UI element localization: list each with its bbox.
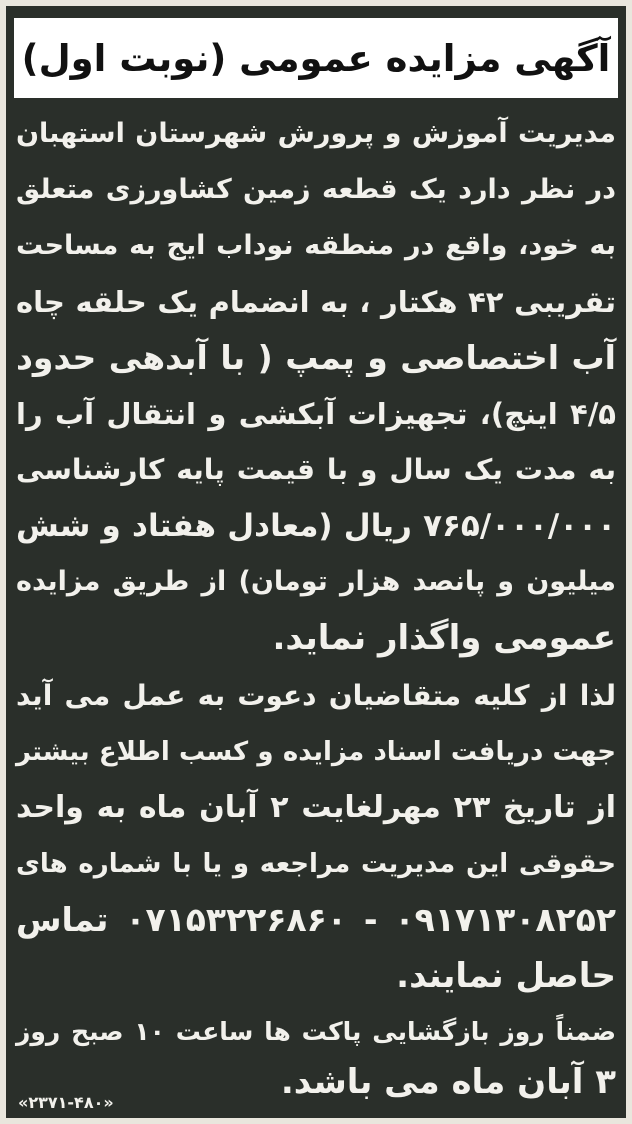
body-line-10: عمومی واگذار نماید. (272, 618, 616, 658)
body-line-5: آب اختصاصی و پمپ ( با آبدهی حدود (16, 338, 616, 377)
body-line-14: حقوقی این مدیریت مراجعه و یا با شماره های (16, 849, 616, 879)
body-line-3: به خود، واقع در منطقه نوداب ایج به مساحت (16, 230, 616, 261)
body-line-17: ضمناً روز بازگشایی پاکت ها ساعت ۱۰ صبح روز (16, 1017, 616, 1046)
body-line-11: لذا از کلیه متقاضیان دعوت به عمل می آید (16, 679, 616, 712)
body-line-12: جهت دریافت اسناد مزایده و کسب اطلاع بیشتر (16, 737, 616, 767)
auction-notice (6, 6, 626, 1118)
notice-title: آگهی مزایده عمومی (نوبت اول) (21, 36, 611, 80)
body-line-7: به مدت یک سال و با قیمت پایه کارشناسی (16, 453, 616, 486)
body-line-1: مدیریت آموزش و پرورش شهرستان استهبان (16, 118, 616, 149)
body-line-6: ۴/۵ اینچ)، تجهیزات آبکشی و انتقال آب را (16, 397, 616, 431)
body-line-13: از تاریخ ۲۳ مهرلغایت ۲ آبان ماه به واحد (16, 790, 616, 825)
body-line-9: میلیون و پانصد هزار تومان) از طریق مزایده (16, 566, 616, 597)
notice-code: «۲۳۷۱-۴۸۰» (18, 1093, 114, 1112)
body-line-16: حاصل نمایند. (396, 956, 616, 996)
phone-numbers-line: ۰۹۱۷۱۳۰۸۲۵۲ - ۰۷۱۵۳۲۲۶۸۶۰ تماس (16, 900, 616, 939)
body-line-2: در نظر دارد یک قطعه زمین کشاورزی متعلق (16, 174, 616, 205)
title-band (14, 18, 618, 98)
body-line-4: تقریبی ۴۲ هکتار ، به انضمام یک حلقه چاه (16, 285, 616, 319)
body-line-8: ۷۶۵/۰۰۰/۰۰۰ ریال (معادل هفتاد و شش (16, 508, 616, 544)
body-line-18: ۳ آبان ماه می باشد. (280, 1062, 616, 1102)
